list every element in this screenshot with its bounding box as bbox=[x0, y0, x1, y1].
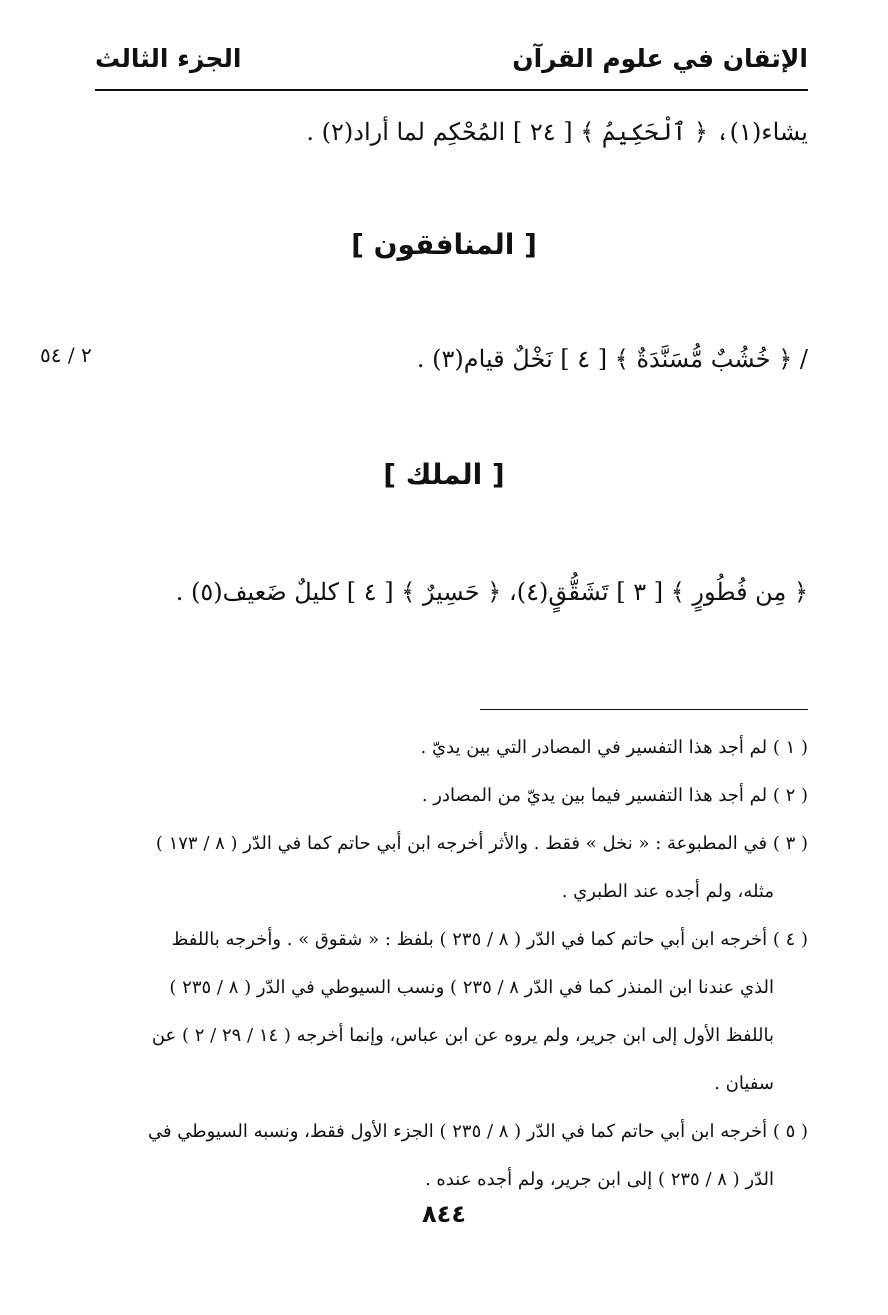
page-number: ٨٤٤ bbox=[422, 1200, 466, 1228]
section-title-mulk: [ الملك ] bbox=[383, 458, 505, 491]
footnote-line: مثله، ولم أجده عند الطبري . bbox=[561, 881, 774, 902]
footnote-line: ( ٥ ) أخرجه ابن أبي حاتم كما في الدّر ( ٨ / ٢٣٥ ) الجزء الأول فقط، ونسبه السيوطي في bbox=[147, 1121, 808, 1142]
footnote-2 bbox=[95, 772, 808, 820]
footnote-4 bbox=[95, 916, 808, 1108]
footnote-line: باللفظ الأول إلى ابن جرير، ولم يروه عن ابن عباس، وإنما أخرجه ( ١٤ / ٢٩ / ٢ ) عن bbox=[151, 1025, 774, 1046]
footnotes bbox=[95, 724, 808, 1204]
body-line-2: / ﴿ خُشُبٌ مُّسَنَّدَةٌ ﴾ [ ٤ ] نَخْلٌ قيام(٣) . bbox=[416, 345, 808, 373]
header-rule bbox=[95, 89, 808, 91]
footnote-line: سفيان . bbox=[714, 1073, 774, 1094]
margin-reference: ٢ / ٥٤ bbox=[40, 343, 92, 367]
footnote-line: ( ١ ) لم أجد هذا التفسير في المصادر التي بين يديّ . bbox=[420, 737, 808, 758]
running-header-volume: الجزء الثالث bbox=[95, 44, 242, 73]
running-header-title: الإتقان في علوم القرآن bbox=[512, 44, 808, 73]
section-title-munafiqun: [ المنافقون ] bbox=[351, 228, 537, 261]
body-line-3: ﴿ مِن فُطُورٍ ﴾ [ ٣ ] تَشَقُّقٍ(٤)، ﴿ حَسِيرٌ ﴾ [ ٤ ] كليلٌ ضَعيف(٥) . bbox=[175, 578, 808, 606]
footnote-3 bbox=[95, 820, 808, 916]
body-line-1: يشاء(١)، ﴿ ٱلْحَكِيمُ ﴾ [ ٢٤ ] المُحْكِم لما أراد(٢) . bbox=[306, 118, 808, 146]
footnote-line: ( ٢ ) لم أجد هذا التفسير فيما بين يديّ من المصادر . bbox=[421, 785, 808, 806]
footnote-line: الذي عندنا ابن المنذر كما في الدّر ٨ / ٢٣٥ ) ونسب السيوطي في الدّر ( ٨ / ٢٣٥ ) bbox=[169, 977, 774, 998]
footnote-5 bbox=[95, 1108, 808, 1204]
footnote-1 bbox=[95, 724, 808, 772]
footnote-rule bbox=[480, 709, 808, 710]
footnote-line: ( ٣ ) في المطبوعة : « نخل » فقط . والأثر أخرجه ابن أبي حاتم كما في الدّر ( ٨ / ١٧٣ ) bbox=[155, 833, 808, 854]
footnote-line: الدّر ( ٨ / ٢٣٥ ) إلى ابن جرير، ولم أجده عنده . bbox=[424, 1169, 774, 1190]
footnote-line: ( ٤ ) أخرجه ابن أبي حاتم كما في الدّر ( ٨ / ٢٣٥ ) بلفظ : « شقوق » . وأخرجه باللفظ bbox=[171, 929, 808, 950]
